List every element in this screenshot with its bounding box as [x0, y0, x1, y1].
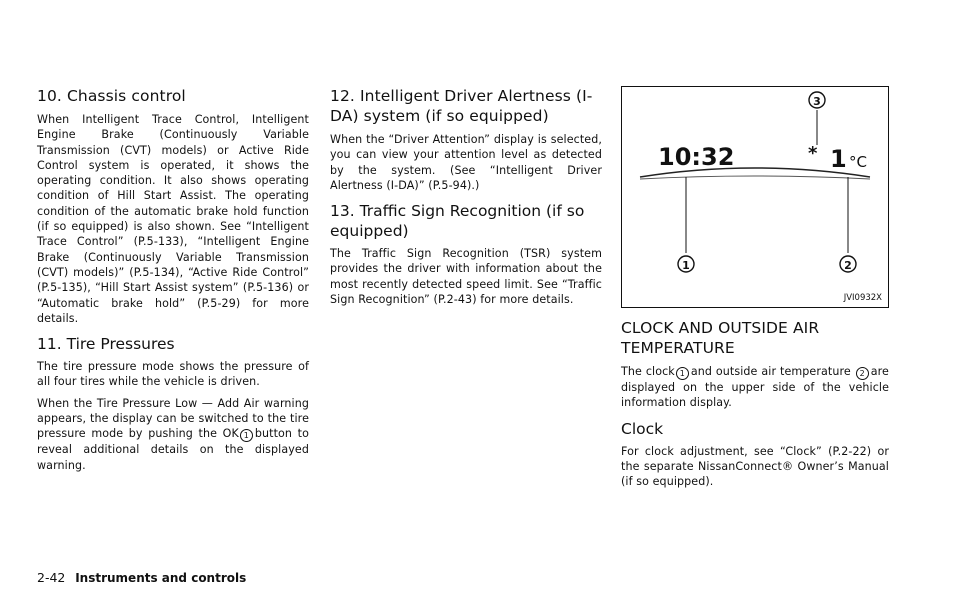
display-illustration: [622, 87, 887, 306]
callout-1-icon: 1: [676, 367, 689, 380]
heading-clock-air-temp: CLOCK AND OUTSIDE AIR TEMPERATURE: [621, 319, 820, 357]
snowflake-icon: *: [808, 143, 818, 164]
paragraph-tire-pressure-mode: The tire pressure mode shows the pressure of all four tires while the vehicle is driven.: [37, 360, 309, 389]
heading-i-da: 12. Intelligent Driver Alertness (I-DA) system (if so equipped): [330, 87, 593, 125]
heading-chassis-control: 10. Chassis control: [37, 87, 186, 105]
section-title: Instruments and controls: [75, 571, 247, 585]
clock-time: 10:32: [658, 143, 735, 171]
column-3: [621, 318, 889, 495]
clock-text-b: and outside air temperature: [690, 365, 851, 378]
page-footer: [37, 570, 246, 585]
callout-3-label: 3: [813, 95, 821, 108]
callout-1-label: 1: [682, 259, 690, 272]
clock-text-a: The clock: [621, 365, 675, 378]
paragraph-tsr: The Traffic Sign Recognition (TSR) system provides the driver with information about the most recently detected speed limit. See “Traffic Sign Recognition” (P.2-43) for more details.: [330, 247, 602, 307]
paragraph-clock-adjustment: For clock adjustment, see “Clock” (P.2-22) or the separate NissanConnect® Owner’s Manual (if so equipped).: [621, 444, 889, 489]
paragraph-i-da: When the “Driver Attention” display is selected, you can view your attention level as detected by the system. (See “Intelligent Driver Alertness (I-DA)” (P.5-94).): [330, 133, 602, 192]
clock-text-c: are displayed on the upper side of the vehicle information display.: [621, 365, 889, 410]
figure-code: JVI0932X: [843, 293, 882, 303]
paragraph-tire-pressure-warning: [37, 396, 309, 473]
temperature-unit: °C: [849, 153, 867, 171]
heading-tire-pressures: 11. Tire Pressures: [37, 335, 175, 354]
heading-clock: Clock: [621, 419, 664, 438]
column-1: [37, 86, 309, 479]
page-number: 2-42: [37, 570, 66, 585]
temperature-value: 1: [830, 145, 847, 173]
callout-1-icon: 1: [240, 429, 253, 442]
heading-tsr: 13. Traffic Sign Recognition (if so equipped): [330, 202, 585, 241]
paragraph-clock-air-temp: [621, 364, 889, 411]
tire-warning-text-a: When the Tire Pressure Low — Add Air warning appears, the display can be switched to the tire pressure mode by pushing the OK: [37, 396, 309, 441]
clock-temperature-figure: [621, 86, 889, 308]
tire-warning-text-b: button to reveal additional details on the displayed warning.: [37, 427, 309, 472]
column-2: [330, 86, 602, 313]
paragraph-chassis-control: When Intelligent Trace Control, Intelligent Engine Brake (Continuously Variable Transmission (CVT) models) or Active Ride Control system is operated, it shows the operating condition. It also shows operating condition of Hill Start Assist. The operating condition of the automatic brake hold function (if so equipped) is also shown. See “Intelligent Trace Control” (P.5-133), “Intelligent Engine Brake (Continuously Variable Transmission (CVT) models)” (P.5-134), “Active Ride Control” (P.5-135), “Hill Start Assist system” (P.5-136) or “Automatic brake hold” (P.5-29) for more details.: [37, 113, 309, 325]
callout-2-icon: 2: [856, 367, 869, 380]
callout-2-label: 2: [844, 259, 852, 272]
